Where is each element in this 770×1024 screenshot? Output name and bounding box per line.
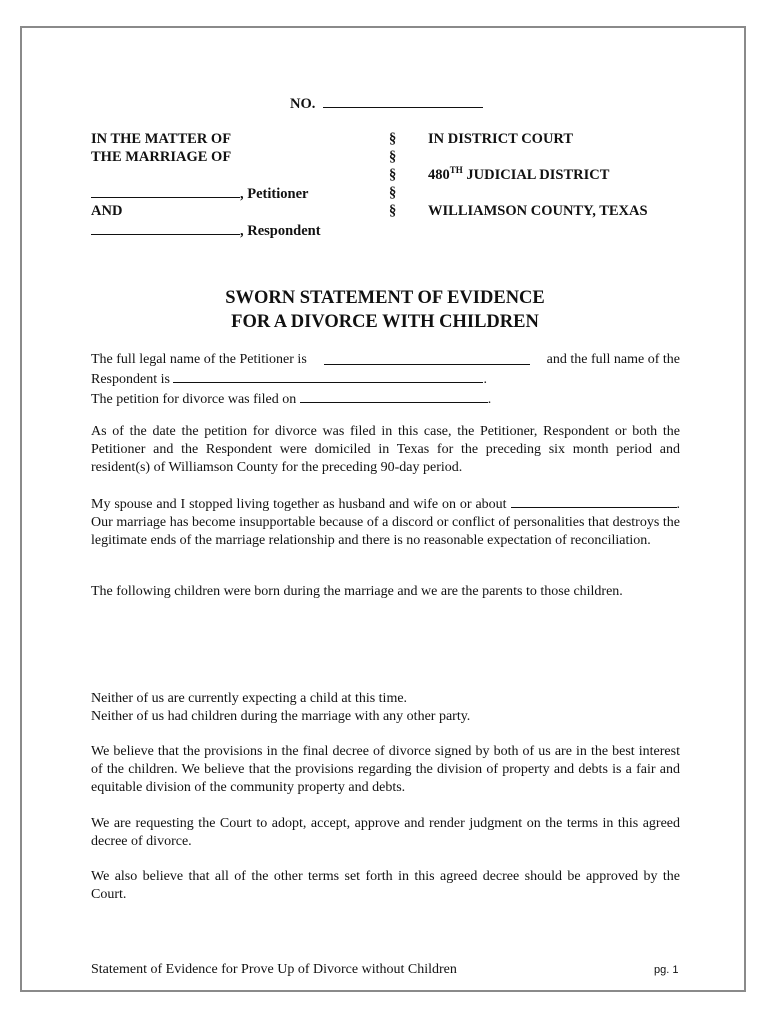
domicile-paragraph: As of the date the petition for divorce was filed in this case, the Petitioner, Respondent or both the Petitioner and the Respondent were domiciled in Texas for the preceding six month period and resident(s) of Williamson County for the preceding 90-day period. <box>91 424 680 475</box>
not-expecting-line: Neither of us are currently expecting a child at this time. <box>91 691 408 706</box>
names-line1 <box>91 351 680 369</box>
names-text-2: and the full name of the <box>546 352 680 367</box>
petitioner-blank[interactable] <box>91 184 240 198</box>
separation-text-1: My spouse and I stopped living together as husband and wife on or about <box>91 497 507 512</box>
section-symbol: § <box>389 149 397 165</box>
names-period: . <box>483 372 487 387</box>
filed-period: . <box>487 392 492 407</box>
section-symbol: § <box>389 203 397 219</box>
best-interest-paragraph: We believe that the provisions in the final decree of divorce signed by both of us are in the best interest of the children. We believe that the provisions regarding the division of property and debts is a fair and equitable division of the community property and debts. <box>91 744 680 795</box>
court-name: IN DISTRICT COURT <box>428 131 574 147</box>
filed-on-line <box>91 389 680 409</box>
filed-on-text: The petition for divorce was filed on <box>91 392 297 407</box>
page-number: pg. 1 <box>654 964 679 976</box>
document-title-line1: SWORN STATEMENT OF EVIDENCE <box>225 288 545 308</box>
names-text-1: The full legal name of the Petitioner is <box>91 352 307 367</box>
caption-left-line1: IN THE MATTER OF <box>91 131 232 147</box>
footer-title: Statement of Evidence for Prove Up of Divorce without Children <box>91 962 457 977</box>
caption-and: AND <box>91 203 123 219</box>
respondent-line <box>91 221 321 240</box>
section-symbol: § <box>389 185 397 201</box>
respondent-name-blank[interactable] <box>173 369 483 383</box>
case-number <box>290 94 483 113</box>
section-symbol: § <box>389 131 397 147</box>
names-line2 <box>91 369 680 389</box>
children-paragraph: The following children were born during the marriage and we are the parents to those children. <box>91 584 623 599</box>
separation-paragraph <box>91 494 680 550</box>
petitioner-name-blank[interactable] <box>324 351 530 365</box>
filed-date-blank[interactable] <box>300 389 488 403</box>
petitioner-label: , Petitioner <box>240 186 309 202</box>
no-other-children-line: Neither of us had children during the marriage with any other party. <box>91 709 471 724</box>
district-label: JUDICIAL DISTRICT <box>462 167 610 183</box>
separation-text-2: . Our marriage has become insupportable because of a discord or conflict of personalities that destroys the legitimate ends of the marriage relationship and there is no reasonable expectation of reconciliation. <box>91 497 680 548</box>
district-number: 480 <box>428 167 450 183</box>
children-list-area[interactable] <box>91 606 680 686</box>
section-symbol: § <box>389 167 397 183</box>
respondent-label: , Respondent <box>240 223 321 239</box>
judicial-district <box>428 166 609 184</box>
petitioner-line <box>91 184 308 203</box>
names-text-3: Respondent is <box>91 372 170 387</box>
separation-date-blank[interactable] <box>511 494 677 508</box>
document-title-line2: FOR A DIVORCE WITH CHILDREN <box>231 312 539 332</box>
names-paragraph <box>91 351 680 409</box>
caption-left-line2: THE MARRIAGE OF <box>91 149 232 165</box>
respondent-blank[interactable] <box>91 221 240 235</box>
district-suffix: TH <box>449 165 463 176</box>
request-paragraph: We are requesting the Court to adopt, accept, approve and render judgment on the terms in this agreed decree of divorce. <box>91 816 680 849</box>
case-number-blank[interactable] <box>323 94 483 108</box>
county-name: WILLIAMSON COUNTY, TEXAS <box>428 203 648 219</box>
case-number-label: NO. <box>290 96 316 112</box>
other-terms-paragraph: We also believe that all of the other terms set forth in this agreed decree should be approved by the Court. <box>91 869 680 902</box>
